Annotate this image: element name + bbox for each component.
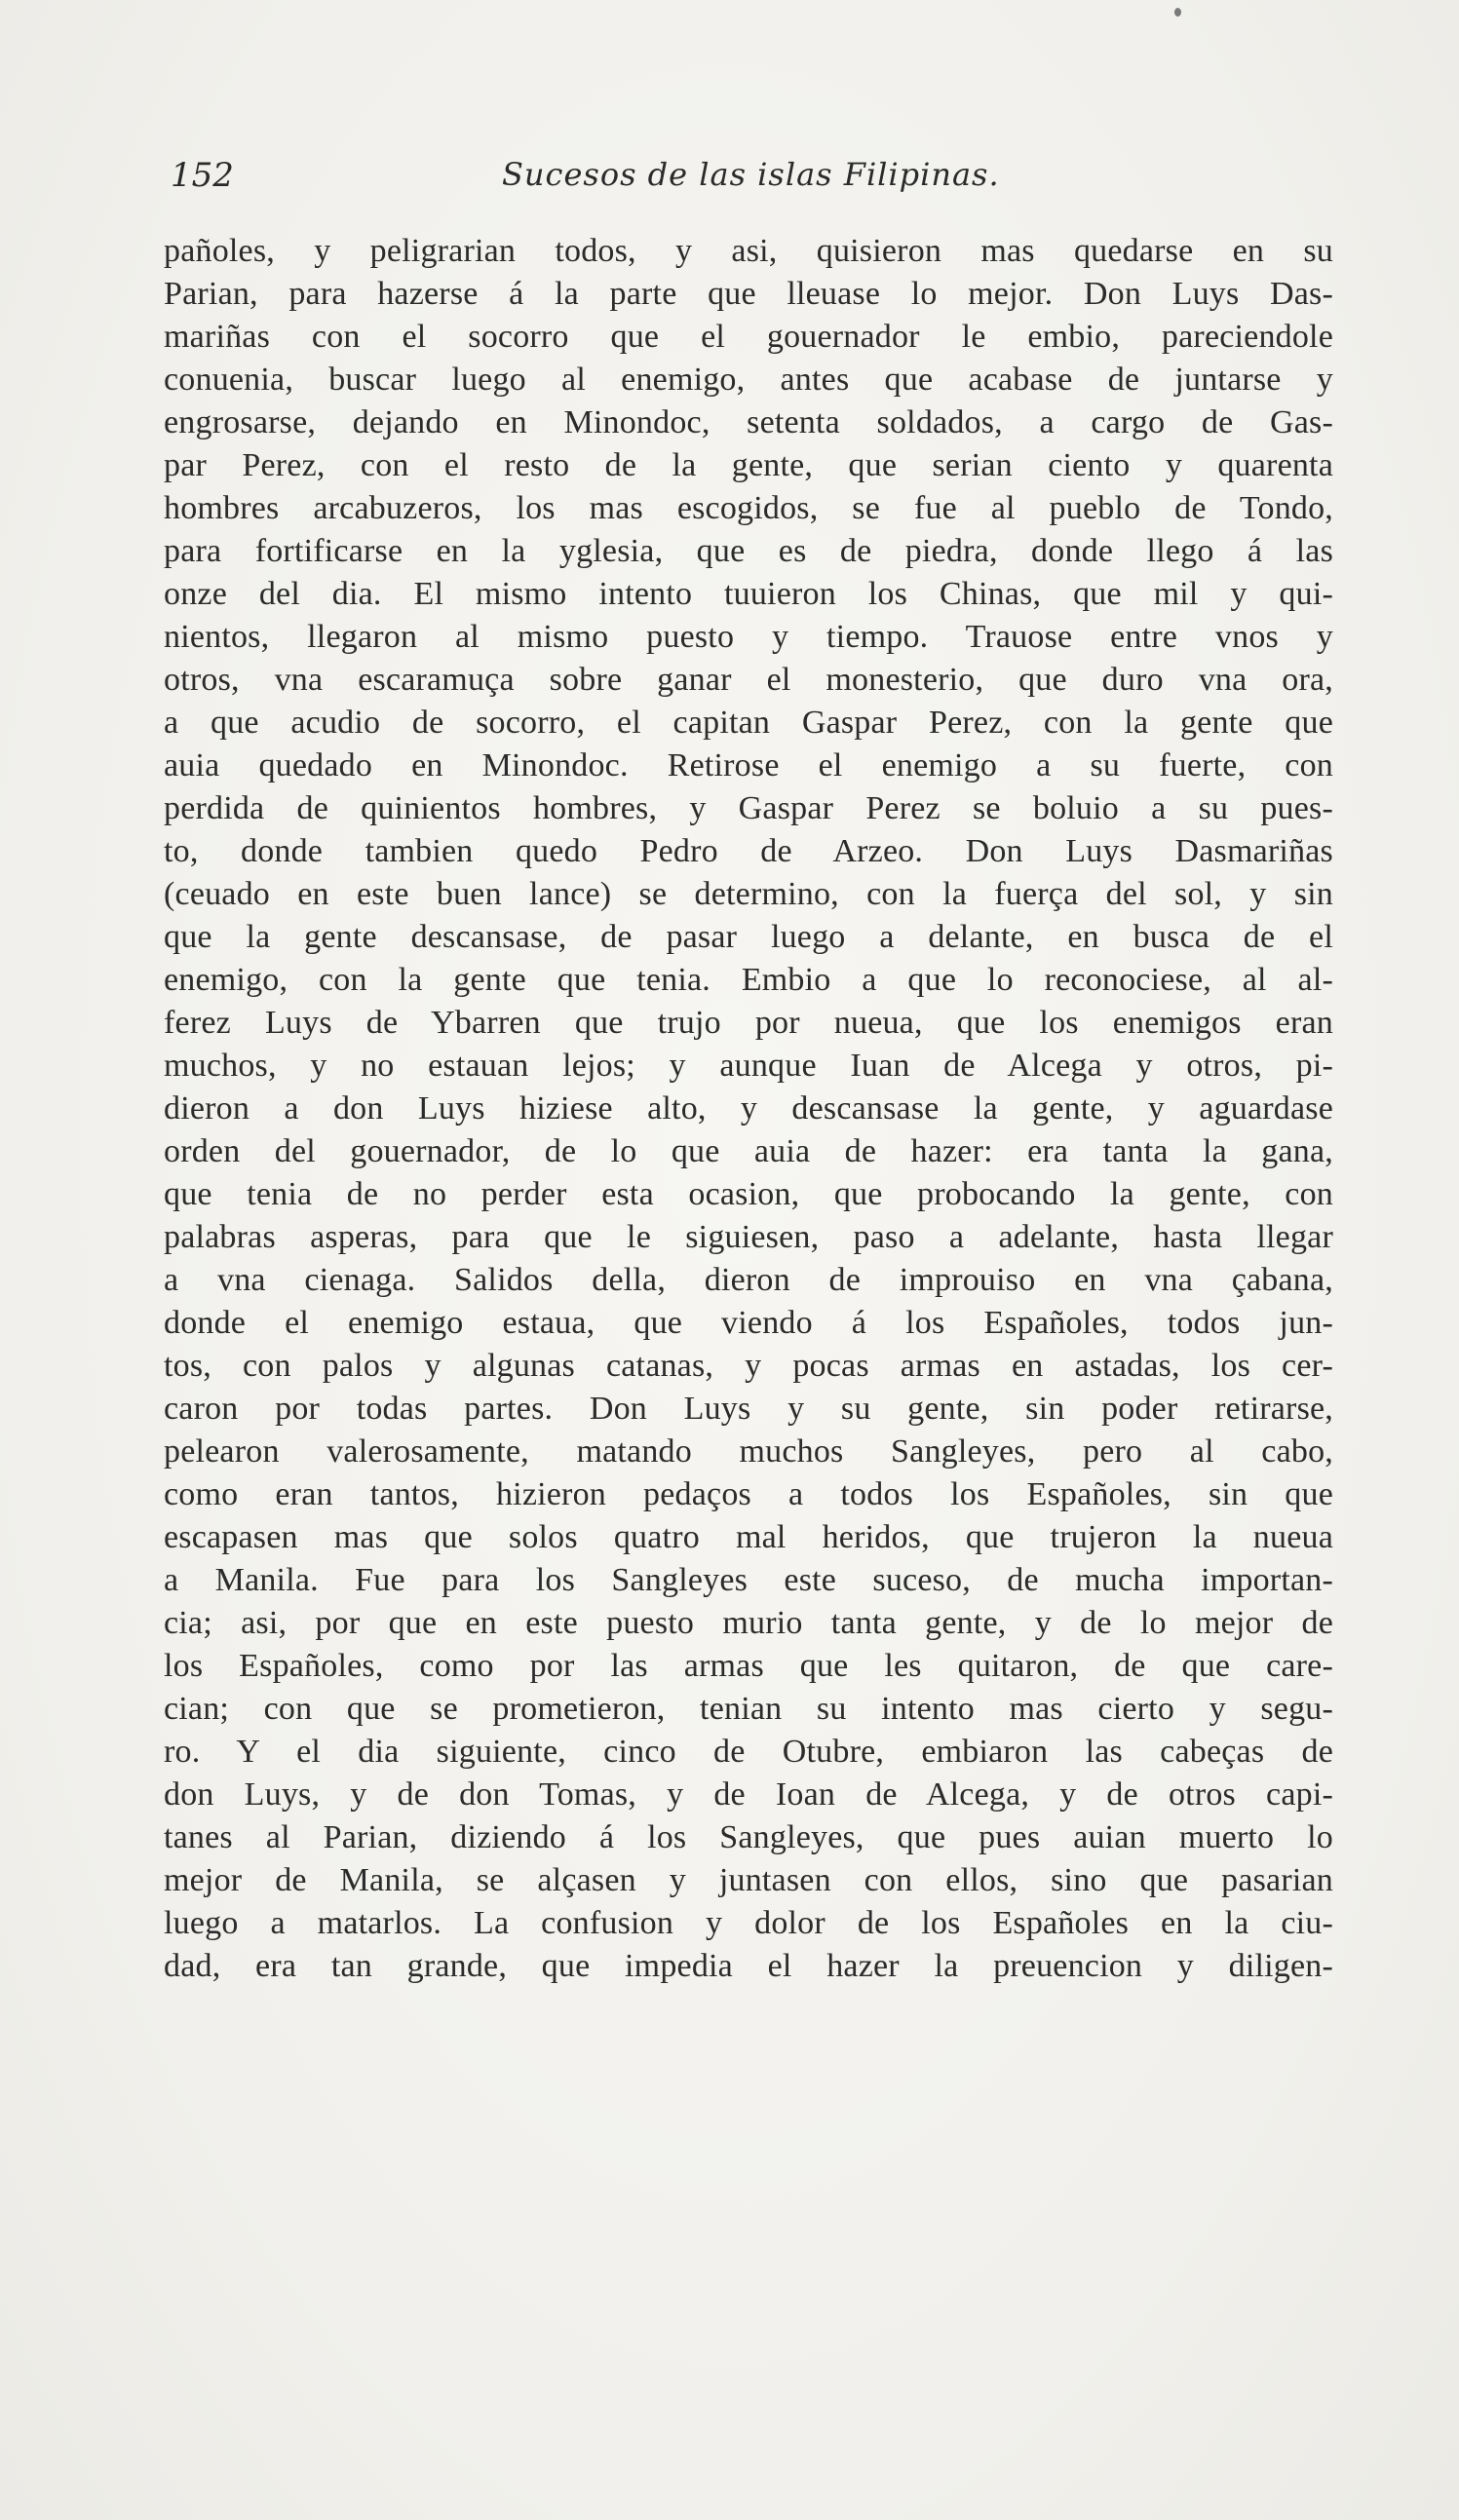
text-line: (ceuado en este buen lance) se determino, con la fuerça del sol, y sin	[164, 876, 1333, 912]
text-line: que tenia de no perder esta ocasion, que probocando la gente, con	[164, 1176, 1333, 1212]
text-line: escapasen mas que solos quatro mal heridos, que trujeron la nueua	[164, 1519, 1333, 1555]
text-line: cian; con que se prometieron, tenian su intento mas cierto y segu-	[164, 1691, 1333, 1727]
text-line: que la gente descansase, de pasar luego a delante, en busca de el	[164, 919, 1333, 955]
text-line: los Españoles, como por las armas que les quitaron, de que care-	[164, 1648, 1333, 1684]
text-line: pelearon valerosamente, matando muchos Sangleyes, pero al cabo,	[164, 1433, 1333, 1470]
text-line: para fortificarse en la yglesia, que es de piedra, donde llego á las	[164, 533, 1333, 569]
text-line: cia; asi, por que en este puesto murio tanta gente, y de lo mejor de	[164, 1605, 1333, 1641]
text-line: pañoles, y peligrarian todos, y asi, quisieron mas quedarse en su	[164, 233, 1333, 269]
text-line: caron por todas partes. Don Luys y su gente, sin poder retirarse,	[164, 1391, 1333, 1427]
text-line: luego a matarlos. La confusion y dolor de los Españoles en la ciu-	[164, 1905, 1333, 1941]
text-line: engrosarse, dejando en Minondoc, setenta soldados, a cargo de Gas-	[164, 404, 1333, 440]
text-line: a Manila. Fue para los Sangleyes este suceso, de mucha importan-	[164, 1562, 1333, 1598]
text-line: mariñas con el socorro que el gouernador le embio, pareciendole	[164, 319, 1333, 355]
text-line: orden del gouernador, de lo que auia de hazer: era tanta la gana,	[164, 1133, 1333, 1169]
text-line: conuenia, buscar luego al enemigo, antes que acabase de juntarse y	[164, 362, 1333, 398]
text-line: tanes al Parian, diziendo á los Sangleyes, que pues auian muerto lo	[164, 1819, 1333, 1855]
text-line: enemigo, con la gente que tenia. Embio a que lo reconociese, al al-	[164, 962, 1333, 998]
text-line: dieron a don Luys hiziese alto, y descansase la gente, y aguardase	[164, 1090, 1333, 1126]
text-line: como eran tantos, hizieron pedaços a todos los Españoles, sin que	[164, 1476, 1333, 1512]
body-text	[164, 230, 1333, 1988]
text-line: palabras asperas, para que le siguiesen, paso a adelante, hasta llegar	[164, 1219, 1333, 1255]
text-line: don Luys, y de don Tomas, y de Ioan de Alcega, y de otros capi-	[164, 1776, 1333, 1813]
text-line: a que acudio de socorro, el capitan Gaspar Perez, con la gente que	[164, 705, 1333, 741]
text-line: a vna cienaga. Salidos della, dieron de improuiso en vna çabana,	[164, 1262, 1333, 1298]
text-line: ro. Y el dia siguiente, cinco de Otubre, embiaron las cabeças de	[164, 1734, 1333, 1770]
text-line: onze del dia. El mismo intento tuuieron los Chinas, que mil y qui-	[164, 576, 1333, 612]
text-line: to, donde tambien quedo Pedro de Arzeo. Don Luys Dasmariñas	[164, 833, 1333, 869]
text-line: ferez Luys de Ybarren que trujo por nueua, que los enemigos eran	[164, 1005, 1333, 1041]
text-line: auia quedado en Minondoc. Retirose el enemigo a su fuerte, con	[164, 747, 1333, 783]
text-line: muchos, y no estauan lejos; y aunque Iuan de Alcega y otros, pi-	[164, 1048, 1333, 1084]
running-title: Sucesos de las islas Filipinas.	[502, 156, 1000, 193]
text-line: dad, era tan grande, que impedia el hazer la preuencion y diligen-	[164, 1948, 1333, 1984]
text-line: perdida de quinientos hombres, y Gaspar Perez se boluio a su pues-	[164, 790, 1333, 826]
page-number: 152	[171, 156, 234, 195]
page-header	[171, 156, 1330, 214]
text-line: Parian, para hazerse á la parte que lleuase lo mejor. Don Luys Das-	[164, 276, 1333, 312]
text-line: hombres arcabuzeros, los mas escogidos, se fue al pueblo de Tondo,	[164, 490, 1333, 526]
ink-speck	[1174, 8, 1181, 17]
text-line: nientos, llegaron al mismo puesto y tiempo. Trauose entre vnos y	[164, 619, 1333, 655]
text-line: par Perez, con el resto de la gente, que serian ciento y quarenta	[164, 447, 1333, 483]
text-line: mejor de Manila, se alçasen y juntasen con ellos, sino que pasarian	[164, 1862, 1333, 1898]
text-line: donde el enemigo estaua, que viendo á los Españoles, todos jun-	[164, 1305, 1333, 1341]
text-line: tos, con palos y algunas catanas, y pocas armas en astadas, los cer-	[164, 1348, 1333, 1384]
text-line: otros, vna escaramuça sobre ganar el monesterio, que duro vna ora,	[164, 662, 1333, 698]
